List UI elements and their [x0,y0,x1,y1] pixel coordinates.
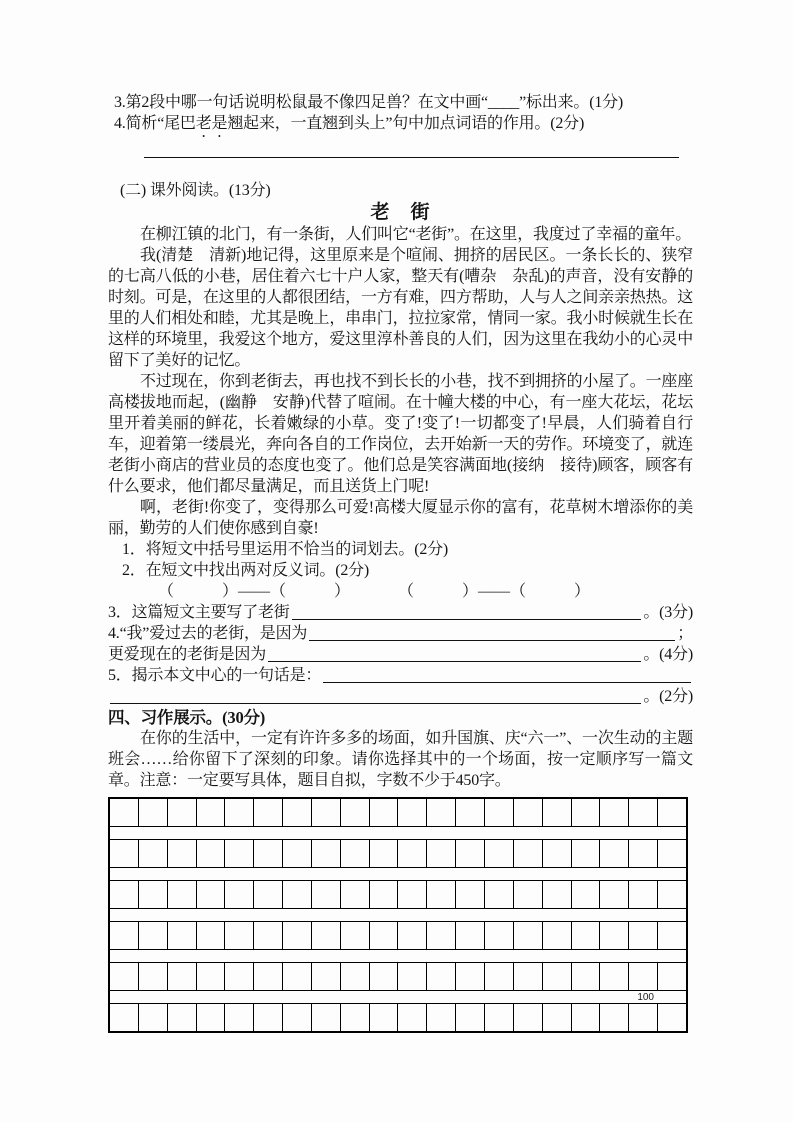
grid-cell [168,840,197,867]
grid-cell [139,963,168,990]
grid-row [110,963,686,991]
grid-cell [254,799,283,826]
section2-question-4-text: 4.“我”爱过去的老街，是因为 [108,625,308,642]
grid-cell [110,1004,139,1031]
grid-cell [168,922,197,949]
section2-question-4 [108,623,693,644]
reading1-question-4-prefix: 4.简析“尾巴 [114,115,196,132]
grid-cell [427,840,456,867]
grid-cell [514,963,543,990]
grid-cell [456,840,485,867]
grid-cell [110,922,139,949]
grid-cell [629,881,658,908]
grid-cell [514,799,543,826]
grid-cell [370,881,399,908]
passage-paragraph-2: 我(清楚 清新)地记得，这里原来是个喧闹、拥挤的居民区。一条长长的、狭窄的七高八低的小巷，居住着六七十户人家，整天有(嘈杂 杂乱)的声音，没有安静的时刻。可是，在这里的人都很团结，一方有难，四方帮助，人与人之间亲亲热热。这里的人们相处和睦，尤其是晚上，串串门，拉拉家常，情同一家。我小时候就生长在这样的环境里，我爱这个地方，爱这里淳朴善良的人们，因为这里在我幼小的心灵中留下了美好的记忆。 [108,247,693,369]
grid-row [110,1004,686,1031]
grid-cell [658,799,686,826]
answer-blank [110,703,641,704]
grid-cell [283,1004,312,1031]
grid-cell [629,963,658,990]
section2-question-3 [108,602,693,623]
grid-cell [254,922,283,949]
grid-cell [197,922,226,949]
grid-cell [658,840,686,867]
grid-cell [456,1004,485,1031]
grid-cell [312,840,341,867]
grid-cell [225,963,254,990]
section2-question-2: 2．在短文中找出两对反义词。(2分) [122,562,370,579]
grid-cell [254,963,283,990]
answer-blank [268,661,641,662]
grid-cell [600,963,629,990]
grid-cell [629,1004,658,1031]
section2-question-3-text: 3．这篇短文主要写了老街 [108,604,290,621]
antonym-answer-blanks: （ ）——（ ） （ ）——（ ） [158,583,591,600]
section2-question-5-text: 5．揭示本文中心的一句话是： [108,667,322,684]
grid-cell [341,799,370,826]
answer-blank [292,619,642,620]
section2-question-4b [108,644,693,665]
grid-spacer [110,868,686,881]
grid-cell [139,1004,168,1031]
grid-cell [427,922,456,949]
section2-question-4b-text: 更爱现在的老街是因为 [108,646,267,663]
grid-cell [398,1004,427,1031]
grid-cell [168,881,197,908]
writing-grid [108,797,688,1033]
grid-cell [543,840,572,867]
grid-cell [225,840,254,867]
grid-cell [312,963,341,990]
section2-question-5 [108,665,693,686]
reading1-question-4 [108,113,693,141]
grid-cell [456,922,485,949]
grid-cell [456,881,485,908]
grid-cell [197,1004,226,1031]
grid-cell [283,922,312,949]
grid-cell [600,799,629,826]
grid-cell [312,1004,341,1031]
grid-cell [341,1004,370,1031]
grid-cell [600,840,629,867]
grid-cell [485,881,514,908]
grid-cell [543,922,572,949]
section2-question-4b-score: 。(4分) [643,646,693,663]
grid-cell [658,881,686,908]
reading1-question-3: 3.第2段中哪一句话说明松鼠最不像四足兽？在文中画“____”标出来。(1分) [114,94,624,111]
grid-cell [283,799,312,826]
grid-cell [225,1004,254,1031]
grid-cell [600,1004,629,1031]
grid-spacer [110,827,686,840]
grid-row [110,881,686,909]
grid-cell [398,840,427,867]
grid-cell [398,799,427,826]
grid-spacer [110,909,686,922]
grid-cell [600,881,629,908]
grid-cell [341,963,370,990]
grid-cell [283,963,312,990]
page-content [108,92,693,1033]
grid-cell [110,963,139,990]
grid-spacer [110,991,686,1004]
passage-paragraph-4: 啊，老街!你变了，变得那么可爱!高楼大厦显示你的富有，花草树木增添你的美丽，勤劳的人们使你感到自豪! [108,499,693,537]
grid-cell [225,799,254,826]
grid-cell [572,963,601,990]
grid-cell [514,1004,543,1031]
grid-cell [658,1004,686,1031]
grid-cell [543,963,572,990]
section2-question-1: 1．将短文中括号里运用不恰当的词划去。(2分) [122,541,449,558]
grid-cell [514,840,543,867]
grid-cell [456,799,485,826]
grid-cell [427,881,456,908]
grid-cell [485,799,514,826]
grid-cell [139,881,168,908]
grid-cell [341,881,370,908]
grid-cell [427,799,456,826]
grid-spacer [110,950,686,963]
grid-cell [629,840,658,867]
grid-cell [600,922,629,949]
grid-cell [629,922,658,949]
grid-cell [572,799,601,826]
grid-cell [197,799,226,826]
passage-title: 老 街 [370,202,431,223]
grid-cell [572,1004,601,1031]
reading1-question-4-dotted-word: 老是 [195,115,228,132]
grid-cell [543,799,572,826]
grid-cell [514,922,543,949]
grid-cell [485,963,514,990]
grid-cell [370,1004,399,1031]
grid-cell [283,840,312,867]
grid-cell [485,840,514,867]
grid-cell [139,799,168,826]
grid-cell [398,881,427,908]
grid-cell [370,799,399,826]
grid-cell [312,922,341,949]
grid-cell [197,840,226,867]
grid-row [110,840,686,868]
grid-cell [370,922,399,949]
grid-cell [225,922,254,949]
grid-cell [456,963,485,990]
grid-cell [168,799,197,826]
passage-paragraph-3: 不过现在，你到老街去，再也找不到长长的小巷，找不到拥挤的小屋了。一座座高楼拔地而起，(幽静 安静)代替了喧闹。在十幢大楼的中心，有一座大花坛，花坛里开着美丽的鲜花，长着嫩绿的小草。变了!变了!一切都变了!早晨，人们骑着自行车，迎着第一缕晨光，奔向各自的工作岗位，去开始新一天的劳作。环境变了，就连老街小商店的营业员的态度也变了。他们总是笑容满面地(接纳 接待)顾客，顾客有什么要求，他们都尽量满足，而且送货上门呢! [108,373,694,495]
passage-paragraph-1: 在柳江镇的北门，有一条街，人们叫它“老街”。在这里，我度过了幸福的童年。 [140,226,692,243]
reading1-question-4-suffix: 翘起来，一直翘到头上”句中加点词语的作用。(2分) [227,115,585,132]
section2-question-5-score: 。(2分) [643,688,693,705]
grid-cell [225,881,254,908]
answer-blank [323,682,691,683]
char-count-marker: 100 [637,992,654,1003]
composition-prompt: 在你的生活中，一定有许许多多的场面，如升国旗、庆“六一”、一次生动的主题班会……给你留下了深刻的印象。请你选择其中的一个场面，按一定顺序写一篇文章。注意：一定要写具体，题目自拟，字数不少于450字。 [108,730,693,789]
answer-blank [309,640,675,641]
grid-row [110,922,686,950]
grid-cell [168,1004,197,1031]
grid-cell [341,922,370,949]
grid-cell [370,963,399,990]
grid-cell [572,881,601,908]
grid-cell [658,922,686,949]
grid-cell [427,963,456,990]
grid-cell [110,840,139,867]
answer-line [144,157,679,158]
grid-cell [110,799,139,826]
grid-cell [543,1004,572,1031]
grid-cell [197,881,226,908]
grid-cell [139,922,168,949]
grid-cell [572,922,601,949]
grid-cell [168,963,197,990]
section2-heading: (二) 课外阅读。(13分) [120,182,271,199]
grid-cell [485,1004,514,1031]
grid-cell [543,881,572,908]
grid-cell [398,963,427,990]
section2-question-5b [108,686,693,707]
grid-cell [283,881,312,908]
grid-cell [139,840,168,867]
section2-question-4-semicolon: ； [677,625,693,642]
grid-cell [629,799,658,826]
grid-cell [110,881,139,908]
grid-cell [370,840,399,867]
grid-cell [341,840,370,867]
grid-cell [312,881,341,908]
grid-cell [658,963,686,990]
section4-heading: 四、习作展示。(30分) [108,708,266,727]
grid-cell [398,922,427,949]
grid-cell [572,840,601,867]
grid-cell [485,922,514,949]
grid-cell [427,1004,456,1031]
grid-cell [254,881,283,908]
grid-cell [312,799,341,826]
grid-cell [254,1004,283,1031]
grid-cell [514,881,543,908]
section2-question-3-score: 。(3分) [643,604,693,621]
grid-cell [254,840,283,867]
grid-row [110,799,686,827]
grid-cell [197,963,226,990]
